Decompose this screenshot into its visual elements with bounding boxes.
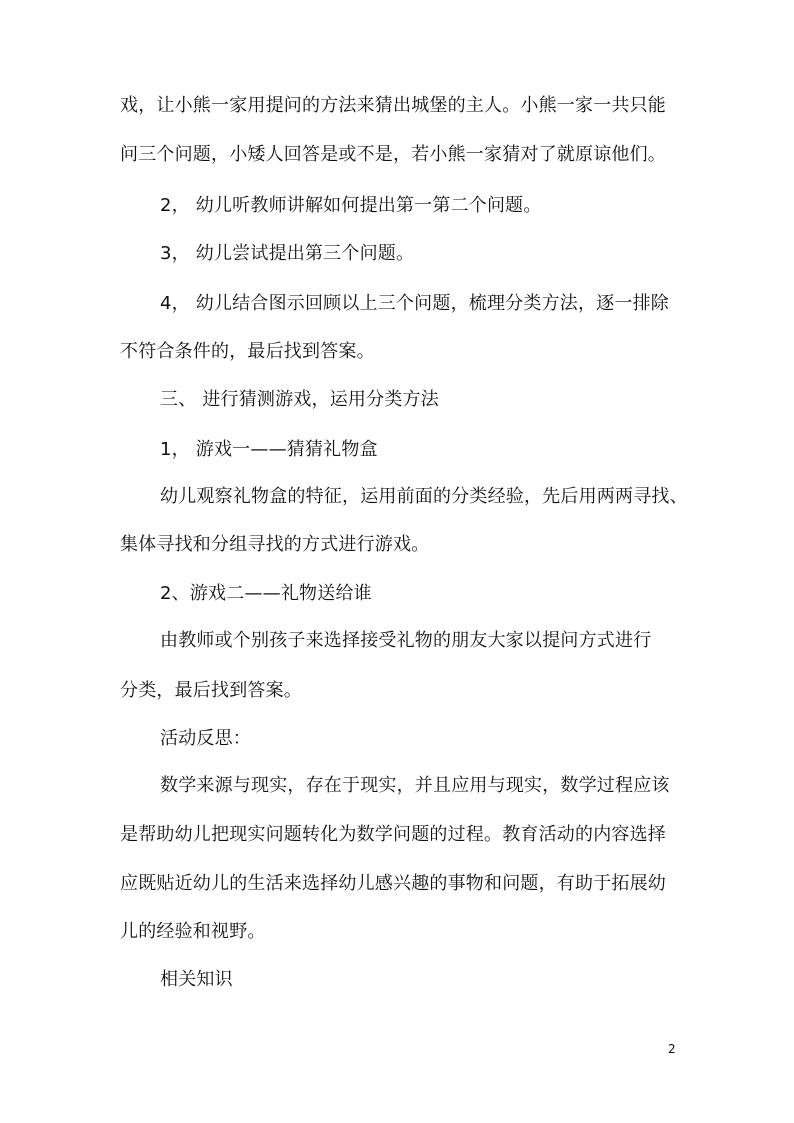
- list-item-4-continuation: 不符合条件的，最后找到答案。: [120, 341, 375, 362]
- game-two-heading: 2、游戏二——礼物送给谁: [160, 583, 372, 604]
- paragraph-line: 应既贴近幼儿的生活来选择幼儿感兴趣的事物和问题，有助于拓展幼: [120, 873, 666, 894]
- paragraph-line: 分类，最后找到答案。: [120, 680, 302, 701]
- paragraph-line: 是帮助幼儿把现实问题转化为数学问题的过程。教育活动的内容选择: [120, 824, 666, 845]
- related-knowledge-heading: 相关知识: [160, 969, 233, 990]
- paragraph-line: 由教师或个别孩子来选择接受礼物的朋友大家以提问方式进行: [160, 630, 652, 651]
- list-item-4: 4， 幼儿结合图示回顾以上三个问题，梳理分类方法，逐一排除: [160, 293, 669, 314]
- reflection-heading: 活动反思：: [160, 728, 251, 749]
- paragraph-line: 戏，让小熊一家用提问的方法来猜出城堡的主人。小熊一家一共只能: [120, 95, 666, 116]
- paragraph-line: 儿的经验和视野。: [120, 921, 266, 942]
- paragraph-line: 数学来源与现实，存在于现实，并且应用与现实，数学过程应该: [160, 775, 670, 796]
- game-one-heading: 1， 游戏一——猜猜礼物盒: [160, 439, 378, 460]
- page-number: 2: [668, 1042, 676, 1056]
- paragraph-line: 幼儿观察礼物盒的特征，运用前面的分类经验，先后用两两寻找、: [160, 486, 688, 507]
- paragraph-line: 集体寻找和分组寻找的方式进行游戏。: [120, 534, 430, 555]
- list-item-3: 3， 幼儿尝试提出第三个问题。: [160, 243, 415, 264]
- list-item-2: 2， 幼儿听教师讲解如何提出第一第二个问题。: [160, 195, 542, 216]
- section-heading-3: 三、 进行猜测游戏，运用分类方法: [160, 389, 439, 410]
- paragraph-line: 问三个问题，小矮人回答是或不是，若小熊一家猜对了就原谅他们。: [120, 144, 666, 165]
